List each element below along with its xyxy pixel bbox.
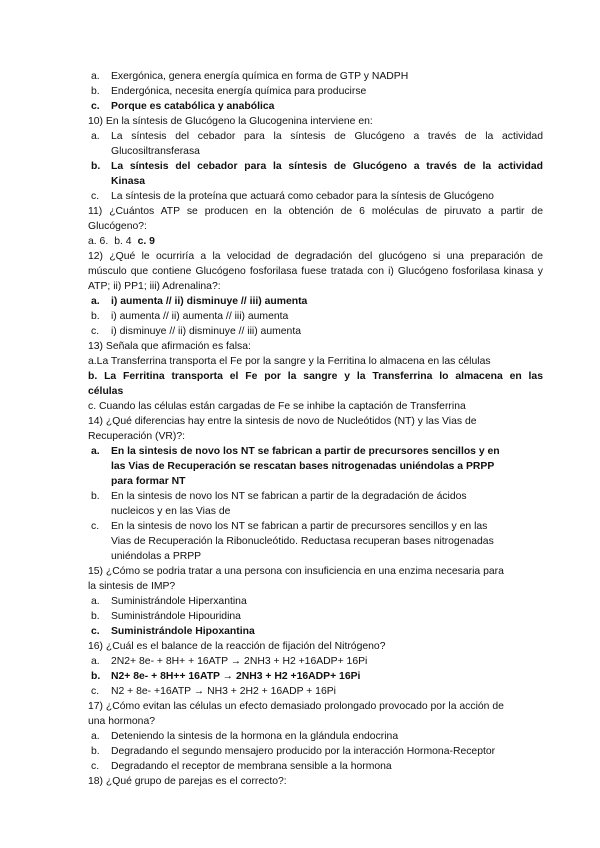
q15-option-b: b. Suministrándole Hipouridina bbox=[91, 611, 241, 622]
q11-question-line1: 11) ¿Cuántos ATP se producen en la obtención de 6 moléculas de piruvato a partir de bbox=[88, 206, 543, 217]
q12-option-a-text: i) aumenta // ii) disminuye // iii) aumenta bbox=[111, 296, 308, 307]
q10-option-a: a. La síntesis del cebador para la síntesis de Glucógeno a través de la actividad Glucosiltransferasa bbox=[91, 131, 543, 157]
q10-option-a-line2: Glucosiltransferasa bbox=[111, 146, 200, 157]
q10-option-c: c. La síntesis de la proteína que actuará como cebador para la síntesis de Glucógeno bbox=[91, 191, 494, 202]
q15-question-line1: 15) ¿Cómo se podria tratar a una persona con insuficiencia en una enzima necesaria para bbox=[88, 566, 504, 577]
q15-option-a: a. Suministrándole Hiperxantina bbox=[91, 596, 247, 607]
q15-question-line2: la sintesis de IMP? bbox=[88, 581, 176, 592]
q16-option-a: a. 2N2+ 8e- + 8H+ + 16ATP → 2NH3 + H2 +16ADP+ 16Pi bbox=[91, 656, 368, 667]
q16-option-a-text: 2N2+ 8e- + 8H+ + 16ATP → 2NH3 + H2 +16ADP+ 16Pi bbox=[111, 656, 368, 667]
q17-option-b-text: Degradando el segundo mensajero producido por la interacción Hormona-Receptor bbox=[111, 746, 496, 757]
q12-option-c-text: i) disminuye // ii) disminuye // iii) aumenta bbox=[111, 326, 301, 337]
q9-option-b: b. Endergónica, necesita energía química para producirse bbox=[91, 86, 367, 97]
q17-option-a-text: Deteniendo la sintesis de la hormona en la glándula endocrina bbox=[111, 731, 399, 742]
q14-option-c-line2: Vias de Recuperación la Ribonucleótido. Reductasa recuperan bases nitrogenadas bbox=[111, 536, 494, 547]
q13-option-b-line1: b. La Ferritina transporta el Fe por la sangre y la Transferrina lo almacena en las bbox=[88, 371, 543, 382]
q14-question-line1: 14) ¿Qué diferencias hay entre la sintesis de novo de Nucleótidos (NT) y las Vias de bbox=[88, 416, 477, 427]
q15-option-c-correct: c. Suministrándole Hipoxantina bbox=[91, 626, 255, 637]
q11-question-line2: Glucógeno?: bbox=[88, 221, 147, 232]
q15-option-a-text: Suministrándole Hiperxantina bbox=[111, 596, 247, 607]
q14-option-c: c. En la sintesis de novo los NT se fabrican a partir de precursores sencillos y en las Vias de Recuperación la Ribonucleótido. Reductasa recuperan bases nitrogenadas uniéndolas a PRPP bbox=[88, 519, 543, 564]
q10-option-a-line1: La síntesis del cebador para la síntesis de Glucógeno a través de la actividad bbox=[111, 131, 543, 142]
q14-option-b-line2: nucleicos y en las Vias de bbox=[111, 506, 231, 517]
q17-question-line2: una hormona? bbox=[88, 716, 156, 727]
q11-answer-c-correct: c. 9 bbox=[137, 236, 155, 247]
q14-option-c-line1: En la sintesis de novo los NT se fabrican a partir de precursores sencillos y en las bbox=[111, 521, 488, 532]
q17-option-b: b. Degradando el segundo mensajero producido por la interacción Hormona-Receptor bbox=[91, 746, 496, 757]
q10-option-c-text: La síntesis de la proteína que actuará como cebador para la síntesis de Glucógeno bbox=[111, 191, 494, 202]
q15-option-b-text: Suministrándole Hipouridina bbox=[111, 611, 241, 622]
q13-question: 13) Señala que afirmación es falsa: bbox=[88, 341, 251, 352]
q11-answers bbox=[88, 234, 543, 249]
q16-option-b-text: N2+ 8e- + 8H++ 16ATP → 2NH3 + H2 +16ADP+ 16Pi bbox=[111, 671, 361, 682]
q9-option-c-text: Porque es catabólica y anabólica bbox=[111, 101, 275, 112]
q12-question-line2: músculo que contiene Glucógeno fosforilasa fuese tratada con i) Glucógeno fosforilasa kinasa y bbox=[88, 266, 543, 277]
q16-option-c: c. N2 + 8e- +16ATP → NH3 + 2H2 + 16ADP + 16Pi bbox=[91, 686, 336, 697]
q12-option-b: b. i) aumenta // ii) aumenta // iii) aumenta bbox=[91, 311, 289, 322]
q16-option-c-text: N2 + 8e- +16ATP → NH3 + 2H2 + 16ADP + 16Pi bbox=[111, 686, 336, 697]
q14-option-a-line1: En la sintesis de novo los NT se fabrican a partir de precursores sencillos y en bbox=[111, 446, 500, 457]
q14-option-a-line2: las Vias de Recuperación se rescatan bases nitrogenadas uniéndolas a PRPP bbox=[111, 461, 495, 472]
document-content bbox=[88, 69, 543, 789]
q14-question-line2: Recuperación (VR)?: bbox=[88, 431, 186, 442]
q12-question-line3: ATP; ii) PP1; iii) Adrenalina?: bbox=[88, 281, 221, 292]
q14-option-a-line3: para formar NT bbox=[111, 476, 186, 487]
q14-option-a-correct: a. En la sintesis de novo los NT se fabrican a partir de precursores sencillos y en las Vias de Recuperación se rescatan bases nitrogenadas uniéndolas a PRPP para formar NT bbox=[88, 444, 543, 489]
q10-option-b-correct: b. La síntesis del cebador para la síntesis de Glucógeno a través de la actividad Kinasa bbox=[91, 161, 543, 187]
q15-option-c-text: Suministrándole Hipoxantina bbox=[111, 626, 255, 637]
q13-option-a: a.La Transferrina transporta el Fe por la sangre y la Ferritina lo almacena en las células bbox=[88, 356, 491, 367]
q12-option-b-text: i) aumenta // ii) aumenta // iii) aumenta bbox=[111, 311, 289, 322]
q9-option-a-text: Exergónica, genera energía química en forma de GTP y NADPH bbox=[111, 71, 409, 82]
q9-option-c-correct: c. Porque es catabólica y anabólica bbox=[91, 101, 275, 112]
q16-option-b-correct: b. N2+ 8e- + 8H++ 16ATP → 2NH3 + H2 +16ADP+ 16Pi bbox=[91, 671, 361, 682]
q14-option-b: b. En la sintesis de novo los NT se fabrican a partir de la degradación de ácidos nucleicos y en las Vias de bbox=[88, 489, 543, 519]
q11-answer-a: a. 6. bbox=[88, 236, 109, 247]
q14-option-c-line3: uniéndolas a PRPP bbox=[111, 551, 202, 562]
q18-question: 18) ¿Qué grupo de parejas es el correcto?: bbox=[88, 776, 287, 787]
q17-option-c-text: Degradando el receptor de membrana sensible a la hormona bbox=[111, 761, 392, 772]
q9-option-b-text: Endergónica, necesita energía química para producirse bbox=[111, 86, 367, 97]
q10-option-b-line1: La síntesis del cebador para la síntesis de Glucógeno a través de la actividad bbox=[111, 161, 543, 172]
q11-answer-b: b. 4 bbox=[114, 236, 132, 247]
q17-option-c: c. Degradando el receptor de membrana sensible a la hormona bbox=[91, 761, 392, 772]
q16-question: 16) ¿Cuál es el balance de la reacción de fijación del Nitrógeno? bbox=[88, 641, 386, 652]
q10-option-b-line2: Kinasa bbox=[111, 176, 146, 187]
q12-option-c: c. i) disminuye // ii) disminuye // iii) aumenta bbox=[91, 326, 301, 337]
q13-option-c: c. Cuando las células están cargadas de Fe se inhibe la captación de Transferrina bbox=[88, 401, 466, 412]
q12-question-line1: 12) ¿Qué le ocurriría a la velocidad de degradación del glucógeno si una preparación de bbox=[88, 251, 543, 262]
q12-option-a-correct: a. i) aumenta // ii) disminuye // iii) aumenta bbox=[91, 296, 308, 307]
q14-option-b-line1: En la sintesis de novo los NT se fabrican a partir de la degradación de ácidos bbox=[111, 491, 467, 502]
q17-option-a: a. Deteniendo la sintesis de la hormona en la glándula endocrina bbox=[91, 731, 399, 742]
q10-question: 10) En la síntesis de Glucógeno la Glucogenina interviene en: bbox=[88, 116, 373, 127]
q13-option-b-line2: células bbox=[88, 386, 124, 397]
q9-option-a: a. Exergónica, genera energía química en forma de GTP y NADPH bbox=[91, 71, 409, 82]
q17-question-line1: 17) ¿Cómo evitan las células un efecto demasiado prolongado provocado por la acción de bbox=[88, 701, 504, 712]
